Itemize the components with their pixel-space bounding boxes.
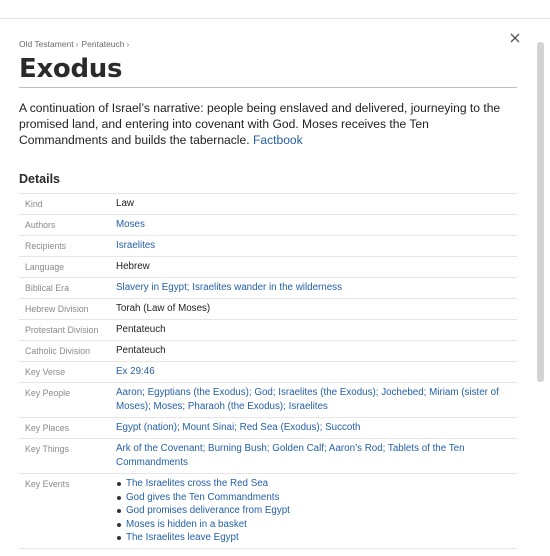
- authors-link[interactable]: Moses: [116, 219, 145, 230]
- details-key: Authors: [19, 215, 115, 236]
- breadcrumb-separator: ›: [75, 39, 79, 49]
- details-value-catholic-division: Pentateuch: [115, 341, 517, 362]
- details-row-recipients: [19, 236, 517, 257]
- key-event-item[interactable]: Moses is hidden in a basket: [116, 518, 517, 532]
- details-value-protestant-division: Pentateuch: [115, 320, 517, 341]
- details-row-key-people: [19, 383, 517, 418]
- details-row-key-places: [19, 418, 517, 439]
- title-divider: [19, 87, 517, 88]
- details-row-biblical-era: [19, 278, 517, 299]
- key-event-item[interactable]: The Israelites cross the Red Sea: [116, 477, 517, 491]
- details-key: Key Places: [19, 418, 115, 439]
- details-row-hebrew-division: [19, 299, 517, 320]
- breadcrumb-item-pentateuch[interactable]: Pentateuch: [81, 39, 125, 49]
- details-value-hebrew-division: Torah (Law of Moses): [115, 299, 517, 320]
- details-row-authors: [19, 215, 517, 236]
- book-description: [19, 100, 517, 148]
- key-things-links[interactable]: Ark of the Covenant; Burning Bush; Golden Calf; Aaron’s Rod; Tablets of the Ten Commandments: [116, 443, 465, 468]
- details-key: Catholic Division: [19, 341, 115, 362]
- recipients-link[interactable]: Israelites: [116, 240, 156, 251]
- details-row-language: [19, 257, 517, 278]
- key-event-item[interactable]: God gives the Ten Commandments: [116, 491, 517, 505]
- factbook-panel: [19, 19, 517, 556]
- details-key: Kind: [19, 194, 115, 215]
- breadcrumb-separator: ›: [126, 39, 130, 49]
- scrollbar-thumb[interactable]: [537, 42, 544, 382]
- details-value-language: Hebrew: [115, 257, 517, 278]
- details-key: Key Events: [19, 474, 115, 549]
- details-key: Key People: [19, 383, 115, 418]
- breadcrumb-item-old-testament[interactable]: Old Testament: [19, 39, 74, 49]
- details-row-key-events: [19, 474, 517, 549]
- details-row-protestant-division: [19, 320, 517, 341]
- details-row-key-verse: [19, 362, 517, 383]
- factbook-link[interactable]: Factbook: [252, 133, 303, 147]
- details-key: Recipients: [19, 236, 115, 257]
- details-row-kind: [19, 194, 517, 215]
- page-title: Exodus: [19, 54, 123, 84]
- details-key: Hebrew Division: [19, 299, 115, 320]
- biblical-era-links[interactable]: Slavery in Egypt; Israelites wander in the wilderness: [116, 282, 342, 293]
- top-bar: [0, 0, 550, 19]
- details-row-key-things: [19, 439, 517, 474]
- description-text: A continuation of Israel’s narrative: people being enslaved and delivered, journeying to the promised land, and entering into covenant with God. Moses receives the Ten Commandments and builds the tabernacle.: [19, 101, 501, 147]
- details-key: Key Verse: [19, 362, 115, 383]
- key-places-links[interactable]: Egypt (nation); Mount Sinai; Red Sea (Exodus); Succoth: [116, 422, 361, 433]
- details-table: [19, 193, 517, 549]
- key-people-links[interactable]: Aaron; Egyptians (the Exodus); God; Israelites (the Exodus); Jochebed; Miriam (sister of Moses); Moses; Pharaoh (the Exodus); Israelites: [116, 387, 499, 412]
- key-event-item[interactable]: The Israelites leave Egypt: [116, 531, 517, 545]
- details-heading: Details: [19, 172, 60, 186]
- key-verse-link[interactable]: Ex 29:46: [116, 366, 155, 377]
- details-key: Biblical Era: [19, 278, 115, 299]
- key-events-list: [116, 477, 517, 545]
- key-event-item[interactable]: God promises deliverance from Egypt: [116, 504, 517, 518]
- details-row-catholic-division: [19, 341, 517, 362]
- details-key: Protestant Division: [19, 320, 115, 341]
- details-value-kind: Law: [115, 194, 517, 215]
- details-key: Key Things: [19, 439, 115, 474]
- breadcrumb: [19, 39, 132, 49]
- details-key: Language: [19, 257, 115, 278]
